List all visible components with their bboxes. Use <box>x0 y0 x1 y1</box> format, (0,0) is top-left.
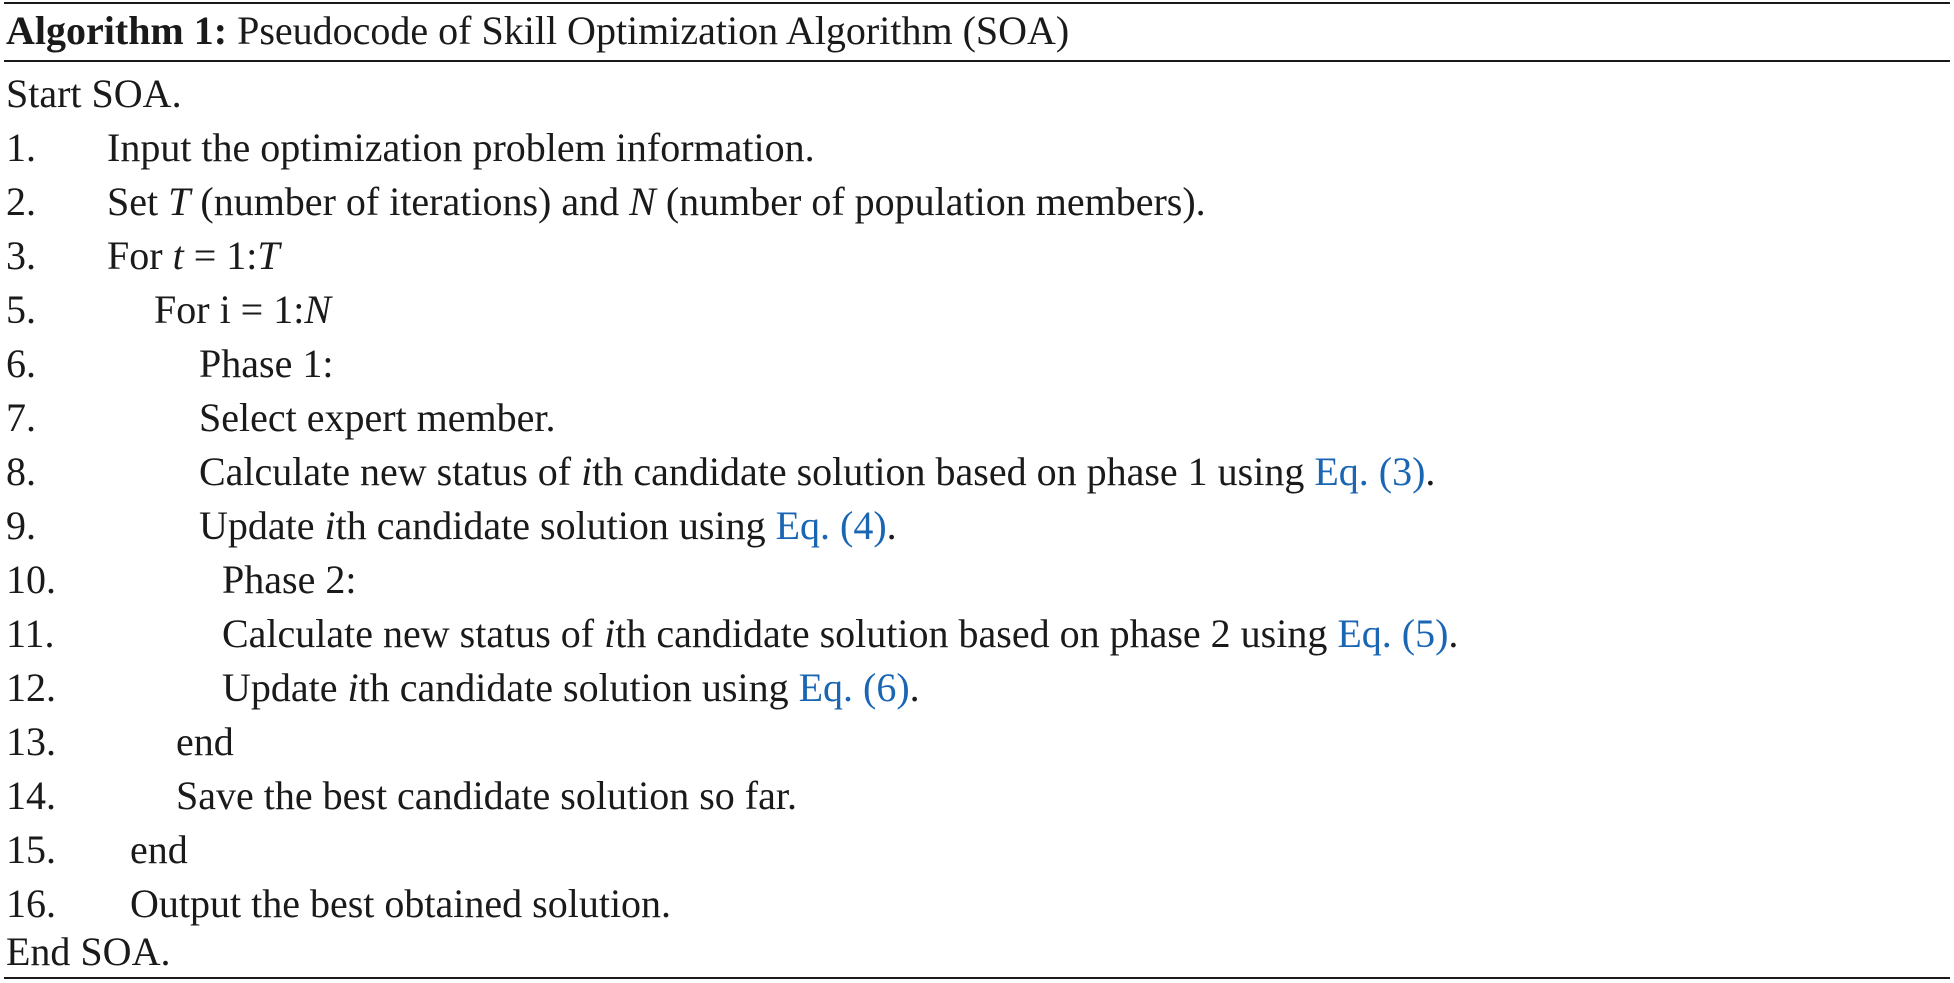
equation-link[interactable]: Eq. (5) <box>1337 611 1449 656</box>
step-text: Input the optimization problem information. <box>107 125 815 170</box>
var-i: i <box>581 449 593 494</box>
step-number: 13. <box>6 719 56 764</box>
step-line <box>6 337 1950 391</box>
step-text: For t = 1:T <box>107 233 280 278</box>
var-i: i <box>604 611 616 656</box>
step-text: Phase 2: <box>222 557 357 602</box>
step-number: 14. <box>6 773 56 818</box>
step-number: 1. <box>6 125 36 170</box>
step-text: Update ith candidate solution using Eq. (6). <box>222 665 920 710</box>
step-number: 2. <box>6 179 36 224</box>
end-line <box>6 925 1950 979</box>
step-number: 10. <box>6 557 56 602</box>
start-line <box>6 67 1950 121</box>
caption-title: Pseudocode of Skill Optimization Algorithm (SOA) <box>237 8 1070 53</box>
step-text: end <box>130 827 188 872</box>
step-number: 3. <box>6 233 36 278</box>
start-text: Start SOA. <box>6 71 182 116</box>
caption-rule <box>4 60 1950 62</box>
var-T: T <box>257 233 280 278</box>
step-number: 15. <box>6 827 56 872</box>
step-line <box>6 553 1950 607</box>
step-number: 6. <box>6 341 36 386</box>
step-line <box>6 391 1950 445</box>
step-text: Calculate new status of ith candidate solution based on phase 2 using Eq. (5). <box>222 611 1459 656</box>
var-N: N <box>629 179 656 224</box>
step-number: 12. <box>6 665 56 710</box>
var-t: t <box>172 233 184 278</box>
step-text: Update ith candidate solution using Eq. (4). <box>199 503 897 548</box>
step-number: 16. <box>6 881 56 926</box>
step-line <box>6 121 1950 175</box>
caption-label: Algorithm 1: <box>6 8 228 53</box>
step-number: 11. <box>6 611 55 656</box>
bottom-rule <box>4 977 1950 979</box>
step-line <box>6 283 1950 337</box>
step-line <box>6 499 1950 553</box>
step-text: Phase 1: <box>199 341 334 386</box>
step-text: Select expert member. <box>199 395 556 440</box>
var-T: T <box>168 179 191 224</box>
step-line <box>6 715 1950 769</box>
end-text: End SOA. <box>6 929 171 974</box>
step-number: 7. <box>6 395 36 440</box>
step-number: 8. <box>6 449 36 494</box>
equation-link[interactable]: Eq. (3) <box>1314 449 1426 494</box>
step-line <box>6 175 1950 229</box>
var-N: N <box>304 287 332 332</box>
var-i: i <box>324 503 336 548</box>
equation-link[interactable]: Eq. (4) <box>775 503 887 548</box>
step-number: 9. <box>6 503 36 548</box>
step-line <box>6 229 1950 283</box>
step-text: Output the best obtained solution. <box>130 881 672 926</box>
step-text: Save the best candidate solution so far. <box>176 773 797 818</box>
step-text: For i = 1:N <box>154 287 332 332</box>
step-text: end <box>176 719 234 764</box>
step-line <box>6 445 1950 499</box>
equation-link[interactable]: Eq. (6) <box>798 665 910 710</box>
step-line <box>6 607 1950 661</box>
step-text: Calculate new status of ith candidate solution based on phase 1 using Eq. (3). <box>199 449 1436 494</box>
step-line <box>6 877 1950 931</box>
algorithm-caption <box>6 2 1069 60</box>
var-i: i <box>347 665 359 710</box>
step-line <box>6 769 1950 823</box>
step-line <box>6 823 1950 877</box>
step-number: 5. <box>6 287 36 332</box>
step-text: Set T (number of iterations) and N (number of population members). <box>107 179 1206 224</box>
step-line <box>6 661 1950 715</box>
